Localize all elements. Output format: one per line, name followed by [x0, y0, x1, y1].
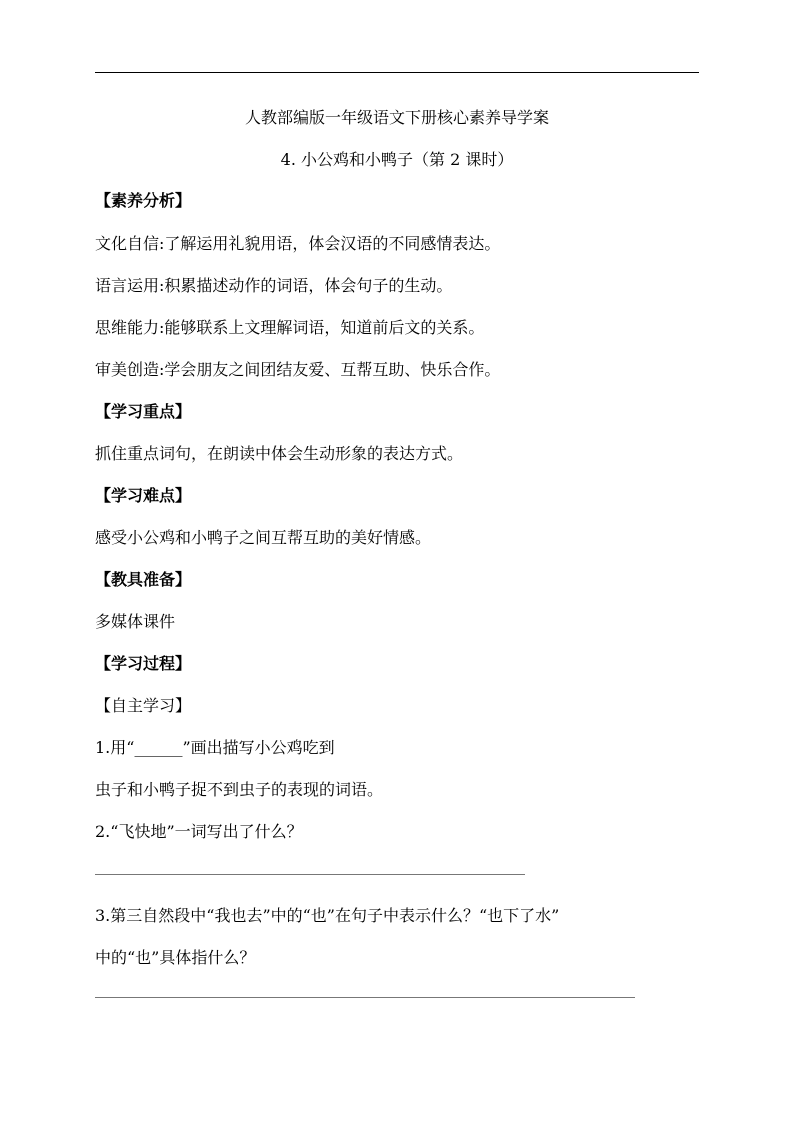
literacy-item-language: 语言运用:积累描述动作的词语，体会句子的生动。 [95, 276, 453, 295]
lesson-subtitle: 4. 小公鸡和小鸭子（第 2 课时） [280, 150, 514, 169]
self-study-heading: 【自主学习】 [95, 696, 192, 715]
materials-text: 多媒体课件 [95, 612, 176, 631]
document-title: 人教部编版一年级语文下册核心素养导学案 [244, 108, 549, 127]
question-3-line-2: 中的“也”具体指什么？ [95, 948, 256, 967]
header-rule [95, 72, 699, 73]
question-3-answer-line[interactable] [95, 997, 635, 998]
literacy-heading: 【素养分析】 [95, 191, 192, 210]
difficulty-text: 感受小公鸡和小鸭子之间互帮互助的美好情感。 [95, 528, 432, 547]
focus-text: 抓住重点词句，在朗读中体会生动形象的表达方式。 [95, 444, 464, 463]
question-2-answer-line[interactable] [95, 874, 525, 875]
literacy-item-aesthetic: 审美创造:学会朋友之间团结友爱、互帮互助、快乐合作。 [95, 360, 501, 379]
process-heading: 【学习过程】 [95, 654, 192, 673]
literacy-item-culture: 文化自信:了解运用礼貌用语，体会汉语的不同感情表达。 [95, 234, 501, 253]
focus-heading: 【学习重点】 [95, 402, 192, 421]
question-1-line-1: 1.用“______”画出描写小公鸡吃到 [95, 738, 335, 757]
materials-heading: 【教具准备】 [95, 570, 192, 589]
difficulty-heading: 【学习难点】 [95, 486, 192, 505]
question-1-line-2: 虫子和小鸭子捉不到虫子的表现的词语。 [95, 780, 384, 799]
question-3-line-1: 3.第三自然段中“我也去”中的“也”在句子中表示什么？“也下了水” [95, 906, 560, 925]
literacy-item-thinking: 思维能力:能够联系上文理解词语，知道前后文的关系。 [95, 318, 485, 337]
question-2: 2.“飞快地”一词写出了什么？ [95, 822, 303, 841]
